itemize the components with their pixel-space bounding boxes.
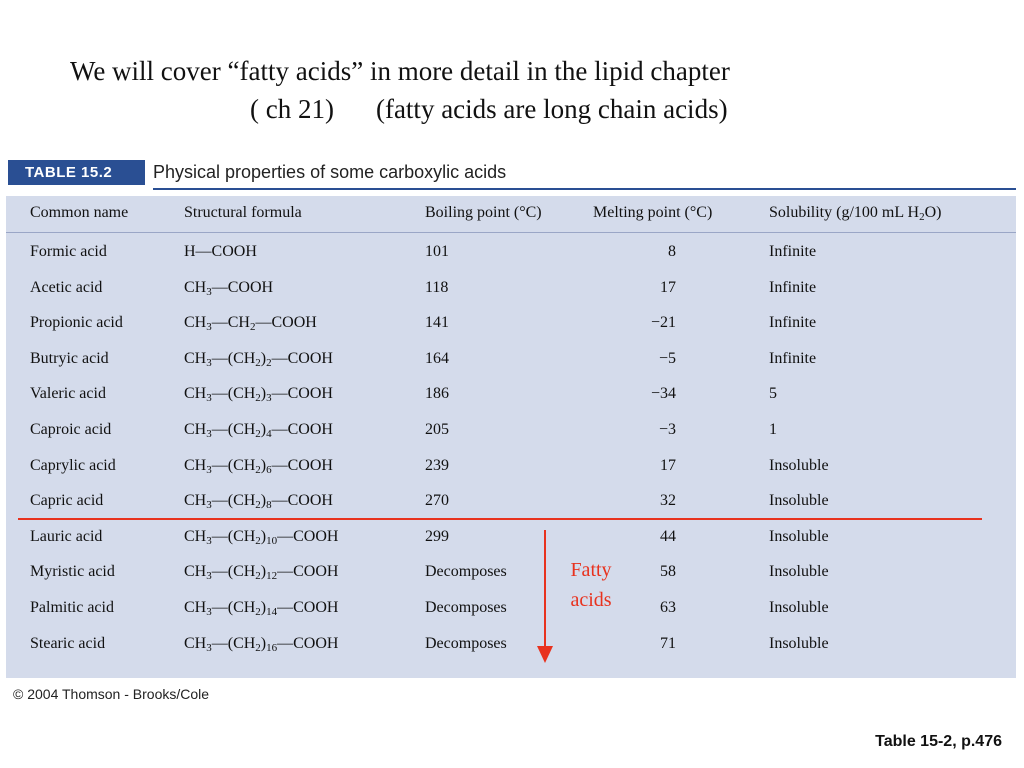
cell-melting-point: −3 — [658, 421, 676, 438]
cell-melting-point: −34 — [650, 385, 676, 403]
table-row — [6, 350, 1016, 385]
table-header — [8, 158, 1016, 188]
table-row — [6, 599, 1016, 634]
cell-boiling-point: Decomposes — [425, 634, 507, 652]
fatty-acid-note: (fatty acids are long chain acids) — [375, 94, 728, 124]
cell-solubility: Infinite — [769, 278, 817, 296]
cell-common-name: Capric acid — [30, 492, 104, 510]
cell-boiling-point: Decomposes — [425, 563, 507, 581]
cell-melting-point: 32 — [660, 492, 676, 510]
cell-solubility: Insoluble — [769, 492, 829, 510]
table-row — [6, 421, 1016, 456]
cell-boiling-point: 299 — [425, 527, 449, 545]
title-line-2 — [250, 90, 728, 128]
cell-boiling-point: 164 — [425, 349, 449, 367]
header-structural-formula: Structural formula — [184, 204, 302, 221]
cell-structural-formula: $CH_3—CH_2—COOH$ — [184, 314, 317, 334]
cell-boiling-point: 118 — [425, 278, 449, 296]
fatty-acid-divider — [18, 518, 982, 520]
cell-structural-formula: $CH_3—COOH$ — [184, 278, 274, 298]
cell-structural-formula: $CH_3—(CH_2)_{14}—COOH$ — [184, 599, 339, 618]
cell-common-name: Formic acid — [30, 243, 107, 260]
header-boiling-point: Boiling point (°C) — [425, 204, 542, 221]
cell-structural-formula: $CH_3—(CH_2)_8—COOH$ — [184, 492, 333, 512]
cell-melting-point: 8 — [668, 243, 676, 260]
cell-common-name: Stearic acid — [30, 634, 106, 652]
cell-melting-point: 71 — [660, 634, 676, 652]
cell-structural-formula: H—COOH — [184, 243, 257, 260]
copyright: © 2004 Thomson - Brooks/Cole — [13, 686, 210, 702]
table-row — [6, 563, 1016, 598]
cell-common-name: Myristic acid — [30, 563, 115, 581]
table-row — [6, 279, 1016, 314]
cell-common-name: Lauric acid — [30, 527, 103, 545]
table-row — [6, 528, 1016, 563]
cell-melting-point: 58 — [660, 563, 676, 581]
arrow-head-icon — [537, 646, 553, 663]
table-row — [6, 385, 1016, 420]
cell-melting-point: 17 — [660, 456, 676, 474]
cell-melting-point: −21 — [650, 314, 676, 332]
table-reference: Table 15-2, p.476 — [875, 733, 1002, 750]
cell-common-name: Palmitic acid — [30, 599, 114, 616]
cell-structural-formula: $CH_3—(CH_2)_{16}—COOH$ — [184, 634, 339, 654]
cell-structural-formula: $CH_3—(CH_2)_6—COOH$ — [184, 456, 333, 476]
cell-structural-formula: $CH_3—(CH_2)_3—COOH$ — [184, 385, 333, 405]
table-row — [6, 492, 1016, 527]
title-line-1: We will cover “fatty acids” in more detail in the lipid chapter — [70, 56, 730, 86]
cell-solubility: Insoluble — [769, 456, 829, 474]
cell-solubility: 5 — [769, 385, 777, 403]
table-row — [6, 635, 1016, 670]
cell-melting-point: 17 — [660, 278, 676, 296]
down-arrow-icon — [544, 530, 546, 648]
chapter-reference: ( ch 21) — [250, 94, 334, 124]
header-melting-point: Melting point (°C) — [593, 204, 713, 221]
cell-boiling-point: 101 — [425, 243, 449, 260]
cell-solubility: Insoluble — [769, 634, 829, 652]
cell-structural-formula: $CH_3—(CH_2)_4—COOH$ — [184, 421, 333, 440]
cell-boiling-point: Decomposes — [425, 599, 507, 616]
fatty-acids-label: Fatty acids — [570, 559, 612, 611]
cell-structural-formula: $CH_3—(CH_2)_{10}—COOH$ — [184, 527, 339, 547]
cell-structural-formula: $CH_3—(CH_2)_{12}—COOH$ — [184, 563, 339, 583]
header-solubility: Solubility (g/100 mL $H_2O$) — [769, 204, 942, 223]
table-row — [6, 457, 1016, 492]
table-row — [6, 243, 1016, 278]
table-top-rule — [153, 188, 1016, 190]
table-row — [6, 314, 1016, 349]
cell-solubility: Infinite — [769, 243, 817, 260]
cell-melting-point: 44 — [660, 527, 676, 545]
cell-common-name: Caprylic acid — [30, 456, 116, 474]
cell-solubility: Insoluble — [769, 527, 829, 545]
cell-common-name: Caproic acid — [30, 421, 112, 438]
table-badge: TABLE 15.2 — [8, 160, 145, 185]
cell-solubility: Insoluble — [769, 563, 829, 581]
cell-boiling-point: 270 — [425, 492, 449, 510]
cell-solubility: Infinite — [769, 349, 817, 367]
cell-boiling-point: 186 — [425, 385, 449, 403]
data-table — [6, 196, 1016, 678]
cell-boiling-point: 141 — [425, 314, 449, 332]
cell-melting-point: −5 — [658, 349, 676, 367]
cell-common-name: Propionic acid — [30, 314, 123, 332]
table-header-row — [6, 196, 1016, 233]
cell-boiling-point: 205 — [425, 421, 449, 438]
cell-common-name: Acetic acid — [30, 278, 103, 296]
table-caption: Physical properties of some carboxylic acids — [153, 162, 507, 182]
cell-melting-point: 63 — [660, 599, 676, 616]
header-common-name: Common name — [30, 204, 129, 221]
cell-structural-formula: $CH_3—(CH_2)_2—COOH$ — [184, 349, 333, 369]
cell-boiling-point: 239 — [425, 456, 449, 474]
cell-solubility: Infinite — [769, 314, 817, 332]
cell-solubility: Insoluble — [769, 599, 829, 616]
cell-common-name: Butryic acid — [30, 349, 109, 367]
cell-solubility: 1 — [769, 421, 777, 438]
cell-common-name: Valeric acid — [30, 385, 106, 403]
